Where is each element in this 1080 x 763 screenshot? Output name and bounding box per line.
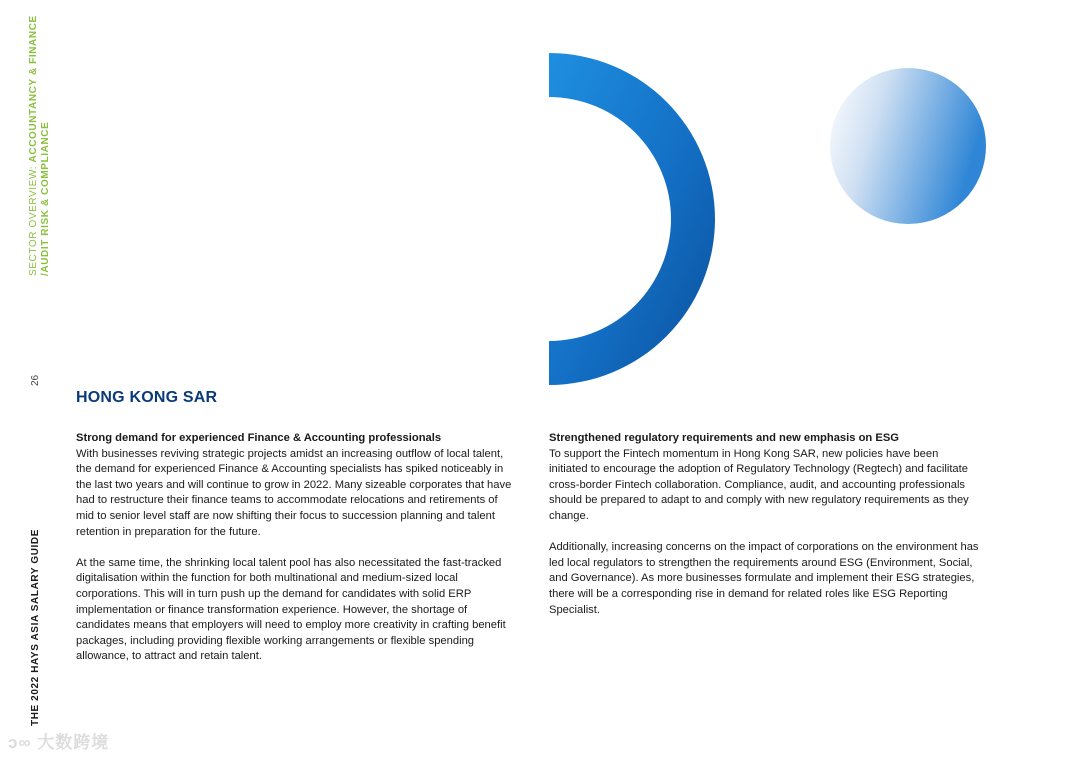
half-ring-shape [549, 53, 715, 385]
left-heading: Strong demand for experienced Finance & Accounting professionals [76, 432, 442, 444]
guide-title: THE 2022 HAYS ASIA SALARY GUIDE [30, 529, 41, 726]
sector-prefix: SECTOR OVERVIEW: [28, 162, 39, 276]
left-paragraph-2: At the same time, the shrinking local talent pool has also necessitated the fast-tracked digitalisation within the function for both multinational and medium-sized local corporations. This will in turn push up the demand for candidates with solid ERP implementation or finance transformation experience. However, the shortage of candidates means that employers will need to employ more creativity in crafting benefit packages, including providing flexible working arrangements or flexible spending allowance, to attract and retain talent. [76, 556, 506, 663]
left-column [76, 431, 516, 681]
page-title: HONG KONG SAR [76, 389, 218, 406]
right-heading: Strengthened regulatory requirements and new emphasis on ESG [549, 432, 899, 444]
gradient-circle-shape [830, 68, 986, 224]
page-number: 26 [30, 374, 41, 386]
left-paragraph-1: With businesses reviving strategic projects amidst an increasing outflow of local talent, the demand for experienced Finance & Accounting specialists has spiked noticeably in the last two years and will continue to grow in 2022. Many sizeable corporates that have had to restructure their finance teams to accommodate relocations and retirements of mid to senior level staff are now shifting their focus to succession planning and talent retention in preparation for the future. [76, 447, 512, 538]
watermark [8, 728, 109, 753]
right-paragraph-2: Additionally, increasing concerns on the impact of corporations on the environment has led local regulators to strengthen the requirements around ESG (Environment, Social, and Governance). As more businesses formulate and implement their ESG strategies, there will be a corresponding rise in demand for related roles like ESG Reporting Specialist. [549, 541, 979, 616]
watermark-text: 大数跨境 [37, 733, 110, 752]
sector-subname: /AUDIT RISK & COMPLIANCE [40, 121, 51, 276]
sector-name: ACCOUNTANCY & FINANCE [28, 15, 39, 163]
right-paragraph-1: To support the Fintech momentum in Hong Kong SAR, new policies have been initiated to encourage the adoption of Regulatory Technology (Regtech) and facilitate cross-border Fintech collaboration. Compliance, audit, and accounting professionals should be prepared to adapt to and comply with new regulatory requirements as they change. [549, 447, 969, 522]
right-column [549, 431, 979, 634]
watermark-logo-icon: ↄ∞ [8, 733, 32, 752]
